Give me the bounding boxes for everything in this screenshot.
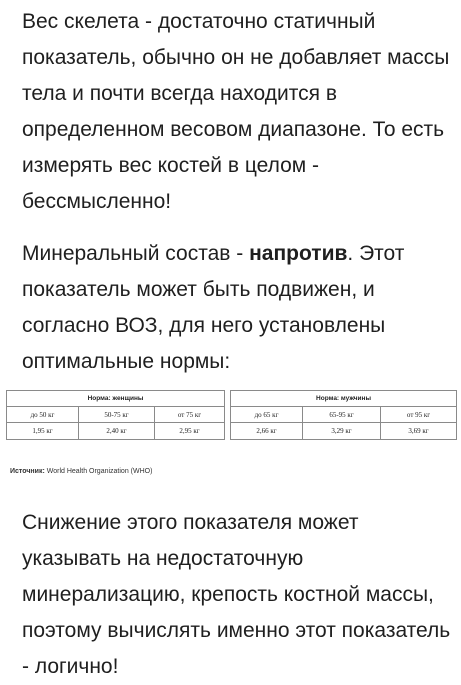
men-value-cell: 3,29 кг: [303, 423, 381, 440]
men-value-cell: 3,69 кг: [381, 423, 457, 440]
paragraph2-after: . Этот показатель может быть подвижен, и согласно ВОЗ, для него установлены оптимальные нормы:: [22, 242, 405, 373]
norms-table-container: [6, 390, 456, 440]
women-range-cell: 50-75 кг: [79, 407, 155, 423]
men-norm-header: Норма: мужчины: [231, 391, 457, 407]
women-norm-header: Норма: женщины: [7, 391, 225, 407]
paragraph2-bold: напротив: [249, 242, 348, 265]
men-range-cell: 65-95 кг: [303, 407, 381, 423]
source-label: Источник:: [10, 468, 45, 475]
table-source: [10, 468, 152, 475]
norms-table: [6, 390, 457, 440]
table-header-row: [7, 391, 457, 407]
women-range-cell: от 75 кг: [155, 407, 225, 423]
paragraph-mineral-composition: [22, 236, 452, 380]
table-row-values: [7, 423, 457, 440]
women-range-cell: до 50 кг: [7, 407, 79, 423]
men-range-cell: от 95 кг: [381, 407, 457, 423]
source-text: World Health Organization (WHO): [46, 468, 153, 475]
paragraph2-before: Минеральный состав -: [22, 242, 250, 265]
men-value-cell: 2,66 кг: [231, 423, 303, 440]
paragraph-mineralization: Снижение этого показателя может указывать на недостаточную минерализацию, крепость костной массы, поэтому вычислять именно этот показатель - логично!: [22, 511, 451, 678]
men-range-cell: до 65 кг: [231, 407, 303, 423]
paragraph-skeleton-weight: Вес скелета - достаточно статичный показатель, обычно он не добавляет массы тела и почти всегда находится в определенном весовом диапазоне. То есть измерять вес костей в целом - бессмысленно!: [22, 10, 450, 213]
women-value-cell: 1,95 кг: [7, 423, 79, 440]
women-value-cell: 2,40 кг: [79, 423, 155, 440]
women-value-cell: 2,95 кг: [155, 423, 225, 440]
table-row-ranges: [7, 407, 457, 423]
